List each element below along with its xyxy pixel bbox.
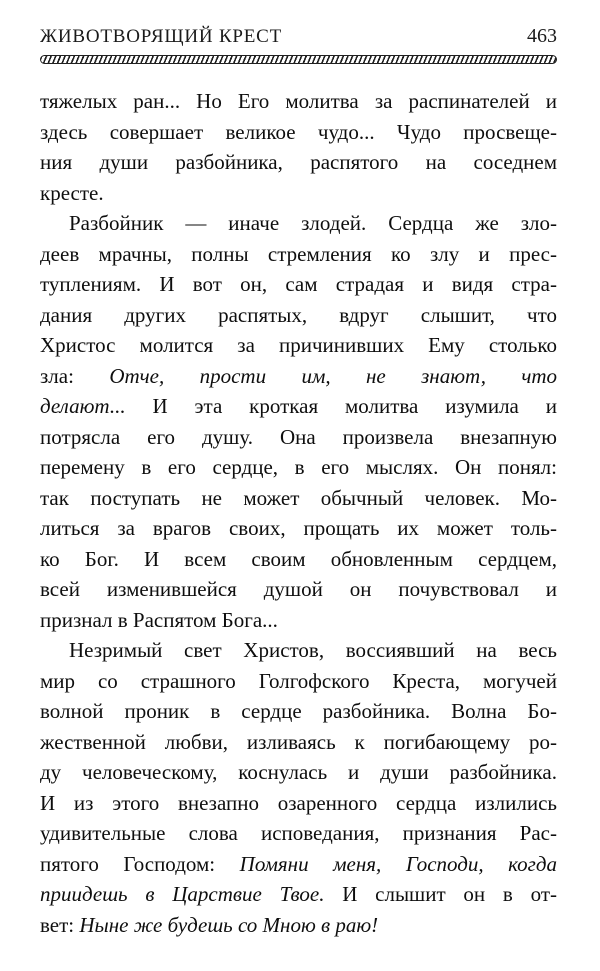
text-line (40, 574, 557, 605)
text-segment: деев мрачны, полны стремления ко злу и прес- (40, 241, 557, 266)
text-segment: признал в Распятом Бога... (40, 607, 278, 632)
text-segment: Христос молится за причинивших Ему столько (40, 333, 557, 357)
text-line (40, 147, 557, 178)
text-segment: Разбойник — иначе злодей. Сердца же зло- (69, 211, 557, 235)
text-segment: мир со страшного Голгофского Креста, могучей (40, 668, 557, 693)
text-segment: здесь совершает великое чудо... Чудо просвеще- (40, 119, 557, 144)
text-line (40, 300, 557, 331)
page-number: 463 (527, 25, 557, 47)
text-line (40, 788, 557, 819)
text-line (40, 818, 557, 849)
text-line (40, 483, 557, 514)
text-segment: кресте. (40, 180, 104, 205)
paragraph (40, 86, 557, 208)
quote-text-segment: приидешь в Царствие Твое. (40, 882, 325, 906)
text-line (40, 361, 557, 392)
text-segment: дания других распятых, вдруг слышит, что (40, 302, 557, 327)
text-segment: И эта кроткая молитва изумила и (152, 394, 557, 418)
paragraph (40, 208, 557, 635)
quote-text-segment: Отче, прости им, не знают, что (109, 363, 557, 388)
text-line (40, 605, 557, 636)
text-line (40, 696, 557, 727)
quote-text-segment: делают... (40, 394, 153, 418)
text-segment: потрясла его душу. Она произвела внезапную (40, 424, 557, 449)
text-line (40, 849, 557, 880)
rope-divider (40, 55, 557, 64)
text-segment: ко Бог. И всем своим обновленным сердцем, (40, 546, 557, 571)
text-segment: тяжелых ран... Но Его молитва за распинателей и (40, 89, 557, 113)
text-line (40, 86, 557, 117)
text-segment: И слышит он в от- (324, 882, 557, 906)
text-segment: ду человеческому, коснулась и души разбойника. (40, 760, 557, 784)
text-segment: Незримый свет Христов, воссиявший на весь (69, 638, 557, 662)
page-header (40, 25, 557, 48)
text-segment: жественной любви, изливаясь к погибающему ро- (40, 729, 557, 754)
text-line (40, 544, 557, 575)
text-segment: удивительные слова исповедания, признания Рас- (40, 821, 557, 845)
page-body (40, 86, 557, 940)
text-line (40, 879, 557, 910)
text-line (40, 666, 557, 697)
text-segment: пятого Господом: (40, 851, 240, 876)
text-line (40, 330, 557, 361)
text-line (40, 422, 557, 453)
text-line (40, 178, 557, 209)
running-header-title: ЖИВОТВОРЯЩИЙ КРЕСТ (40, 26, 283, 47)
text-line (40, 117, 557, 148)
text-segment: всей изменившейся душой он почувствовал и (40, 577, 557, 601)
text-line (40, 391, 557, 422)
text-segment: вет: (40, 912, 80, 937)
text-line (40, 757, 557, 788)
quote-text-segment: Помяни меня, Господи, когда (239, 851, 557, 876)
text-segment: туплениям. И вот он, сам страдая и видя стра- (40, 272, 557, 296)
text-line (40, 513, 557, 544)
text-segment: ния души разбойника, распятого на соседнем (40, 150, 557, 174)
text-segment: литься за врагов своих, прощать их может толь- (40, 516, 557, 540)
text-segment: перемену в его сердце, в его мыслях. Он понял: (40, 455, 557, 479)
quote-text-segment: Ныне же будешь со Мною в раю! (79, 912, 379, 937)
text-line (40, 635, 557, 666)
text-line (40, 910, 557, 941)
text-segment: так поступать не может обычный человек. Мо- (40, 485, 557, 510)
text-line (40, 727, 557, 758)
paragraph (40, 635, 557, 940)
text-segment: зла: (40, 363, 110, 388)
text-line (40, 208, 557, 239)
text-segment: волной проник в сердце разбойника. Волна Бо- (40, 699, 557, 723)
text-line (40, 239, 557, 270)
text-segment: И из этого внезапно озаренного сердца излились (40, 790, 557, 815)
text-line (40, 452, 557, 483)
text-line (40, 269, 557, 300)
